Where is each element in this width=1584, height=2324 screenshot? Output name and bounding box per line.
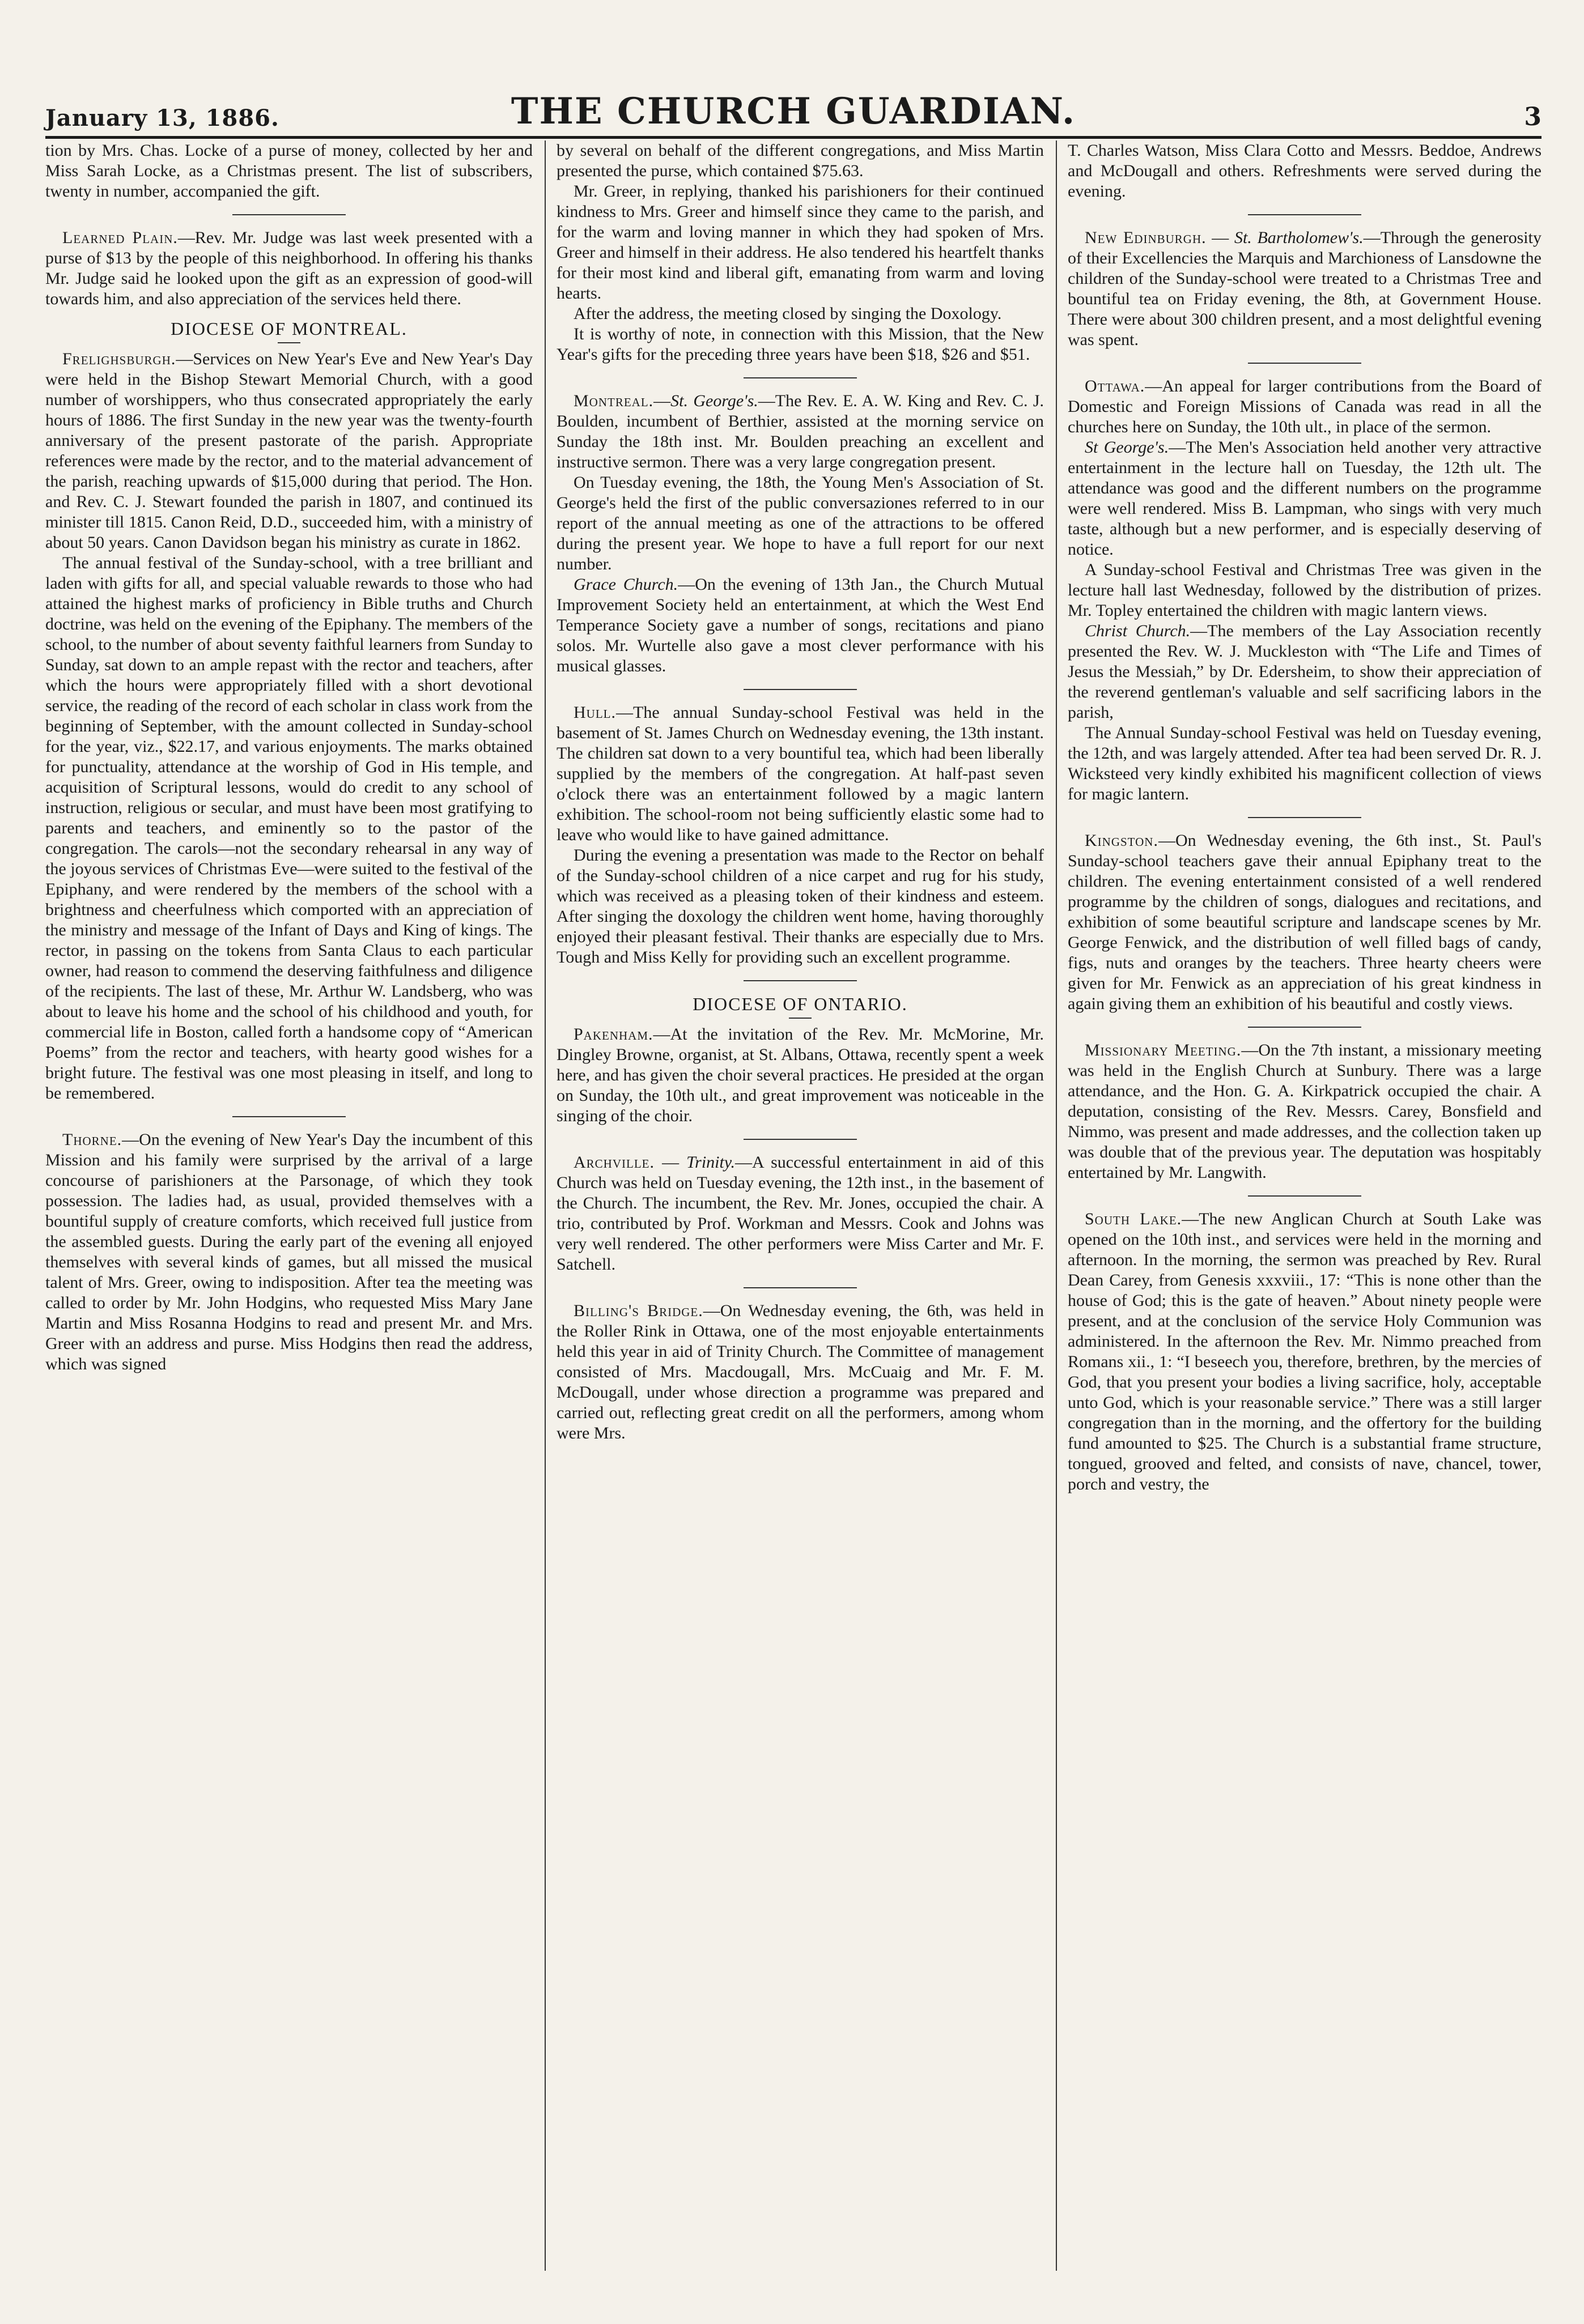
article-separator (744, 980, 857, 981)
article-text: —The new Anglican Church at South Lake was opened on the 10th inst., and services were held in the morning and afternoon. In the morning, the sermon was preached by Rev. Rural Dean Carey, from Genesis xxxviii., 17: “This is none other than the house of God; this is the gate of heaven.” About ninety people were present, and at the conclusion of the service Holy Communion was administered. In the afternoon the Rev. Mr. Nimmo preached from Romans xii., 1: “I beseech you, therefore, brethren, by the mercies of God, that you present your bodies a living sacrifice, holy, acceptable unto God, which is your reasonable service.” There was a still larger congregation than in the morning, and the offertory for the building fund amounted to $25. The Church is a substantial frame structure, tongued, grooved and felted, and consists of nave, chancel, tower, porch and vestry, the (1068, 1210, 1541, 1493)
article-text: by several on behalf of the different congregations, and Miss Martin presented the purse, which contained $75.63. (557, 141, 1044, 180)
article-text: A Sunday-school Festival and Christmas Tree was given in the lecture hall last Wednesday, followed by the distribution of prizes. Mr. Topley entertained the children with magic lantern views. (1068, 560, 1541, 620)
article-text: The annual festival of the Sunday-school, with a tree brilliant and laden with gifts for all, and special valuable rewards to those who had attained the highest marks of proficiency in Bible truths and Church doctrine, was held on the evening of the Epiphany. The members of the school, to the number of about seventy faithful learners from Sunday to Sunday, sat down to an ample repast with the rector and teachers, after which the hours were appropriately filled with a short devotional service, the reading of the record of each scholar in class work from the beginning of September, with the amount collected in Sunday-school for the year, viz., $22.17, and various enjoyments. The marks obtained for punctuality, attendance at the worship of God in His temple, and acquisition of Scriptural lessons, would do credit to any school of instruction, religious or secular, and must have been most gratifying to parents and teachers, and eminently so to the pastor of the congregation. The carols—not the secondary rehearsal in any way of the joyous services of Christmas Eve—were suited to the festival of the Epiphany, and were rendered by the members of the school with a brightness and cheerfulness which comported with an appreciation of the ministry and message of the Infant of Days and King of kings. The rector, in passing on the tokens from Santa Claus to each particular owner, had reason to commend the deserving faithfulness and diligence of the recipients. The last of these, Mr. Arthur W. Landsberg, who was about to leave his home and the school of his childhood and youth, for commercial life in Boston, called forth a handsome copy of “American Poems” from the rector and teachers, with hearty good wishes for a bright future. The festival was one most pleasing in itself, and long to be remembered. (45, 554, 533, 1103)
article-text: —Through the generosity of their Excellencies the Marquis and Marchioness of Lansdowne the children of the Sunday-school were treated to a Christmas Tree and bountiful tea on Friday evening, the 8th, at Government House. There were about 300 children present, and a most delightful evening was spent. (1068, 228, 1541, 349)
article-separator (744, 377, 857, 378)
article-text: tion by Mrs. Chas. Locke of a purse of money, collected by her and Miss Sarah Locke, as a Christmas present. The list of subscribers, twenty in number, accompanied the gift. (45, 141, 533, 201)
place-heading: Pakenham. (574, 1025, 653, 1044)
article-separator (1248, 214, 1361, 215)
article-text: —On the evening of New Year's Day the incumbent of this Mission and his family were surprised by the arrival of a large concourse of parishioners at the Parsonage, of which they took possession. The ladies had, as usual, provided themselves with a bountiful supply of creature comforts, which received full justice from the assembled guests. During the early part of the evening all enjoyed themselves with several kinds of games, but all missed the musical talent of Mrs. Greer, owing to indisposition. After tea the meeting was called to order by Mr. John Hodgins, who requested Miss Mary Jane Martin and Miss Rosanna Hodgins to read and present Mr. and Mrs. Greer with an address and purse. Miss Hodgins then read the address, which was signed (45, 1130, 533, 1373)
article-text: The Annual Sunday-school Festival was held on Tuesday evening, the 12th, and was largely attended. After tea had been served Dr. R. J. Wicksteed very kindly exhibited his magnificent collection of views for magic lantern. (1068, 723, 1541, 803)
article-christ-church (1068, 621, 1541, 723)
column-rule-1 (545, 141, 546, 2271)
article-separator (232, 214, 346, 215)
place-heading: Ottawa. (1085, 377, 1145, 395)
article-thorne (45, 1130, 533, 1374)
church-name: St. George's. (670, 391, 758, 410)
article-text: —The Men's Association held another very attractive entertainment in the lecture hall on Tuesday, the 12th ult. The attendance was good and the different numbers on the programme were well rendered. Miss B. Lampman, who sings with very much taste, although but a new performer, and is especially deserving of notice. (1068, 438, 1541, 559)
article-grace-church (557, 574, 1044, 676)
article-text: —At the invitation of the Rev. Mr. McMorine, Mr. Dingley Browne, organist, at St. Albans, Ottawa, recently spent a week here, and has given the choir several practices. He presided at the organ on Sunday, the 10th ult., and great improvement was noticeable in the singing of the choir. (557, 1025, 1044, 1125)
article-learned-plain (45, 228, 533, 309)
article-text: —The members of the Lay Association recently presented the Rev. W. J. Muckleston with “The Life and Times of Jesus the Messiah,” by Dr. Edersheim, to show their appreciation of the reverend gentleman's valuable and self sacrificing labors in the parish, (1068, 622, 1541, 722)
church-name: Christ Church. (1085, 622, 1191, 640)
article-separator (744, 1287, 857, 1288)
article-text: During the evening a presentation was made to the Rector on behalf of the Sunday-school children of a nice carpet and rug for his study, which was received as a pleasing token of their kindness and esteem. After singing the doxology the children went home, having thoroughly enjoyed their pleasant festival. Their thanks are especially due to Mrs. Tough and Miss Kelly for providing such an excellent programme. (557, 846, 1044, 967)
place-heading: Thorne. (62, 1130, 122, 1149)
article-separator (1248, 1027, 1361, 1028)
article-separator (1248, 363, 1361, 364)
article-ottawa (1068, 376, 1541, 437)
place-heading: Archville. (574, 1153, 655, 1172)
place-heading: Billing's Bridge. (574, 1301, 703, 1320)
article-text: —On Wednesday evening, the 6th inst., St. Paul's Sunday-school teachers gave their annual Epiphany treat to the children. The evening entertainment consisted of a well rendered programme by the children of songs, dialogues and recitations, and exhibition of some beautiful scripture and landscape scenes by Mr. George Fenwick, and the distribution of well filled bags of candy, figs, nuts and oranges by the teachers. Three hearty cheers were given for Mr. Fenwick as an appreciation of his great kindness in again giving them an exhibition of his beautiful and costly views. (1068, 831, 1541, 1013)
paper-title: THE CHURCH GUARDIAN. (511, 90, 1076, 133)
article-separator (1248, 817, 1361, 818)
article-text: —Rev. Mr. Judge was last week presented with a purse of $13 by the people of this neighborhood. In offering his thanks Mr. Judge said he looked upon the gift as an expression of good-will towards him, and also appreciation of the services held there. (45, 228, 533, 308)
article-pakenham (557, 1024, 1044, 1126)
place-heading: Kingston. (1085, 831, 1158, 850)
article-billings-bridge (557, 1301, 1044, 1444)
column-2 (557, 141, 1044, 2271)
article-text: —An appeal for larger contributions from the Board of Domestic and Foreign Missions of Canada was read in all the churches here on Sunday, the 10th ult., in place of the sermon. (1068, 377, 1541, 436)
church-name: St George's. (1085, 438, 1169, 457)
place-heading: Montreal. (574, 391, 654, 410)
place-heading: Hull. (574, 703, 616, 722)
article-separator (1248, 1195, 1361, 1197)
article-text: After the address, the meeting closed by singing the Doxology. (574, 304, 1002, 323)
section-heading: DIOCESE OF ONTARIO. (693, 994, 908, 1014)
place-heading: South Lake. (1085, 1210, 1182, 1228)
column-1 (45, 141, 533, 2271)
article-text: —Services on New Year's Eve and New Year's Day were held in the Bishop Stewart Memorial Church, with a good number of worshippers, who thus consecrated appropriately the early hours of 1886. The first Sunday in the new year was the twenty-fourth anniversary of the present pastorate of the parish. Appropriate references were made by the rector, and to the material advancement of the parish, reaching upwards of $15,000 during that period. The Hon. and Rev. C. J. Stewart founded the parish in 1807, and continued its minister till 1815. Canon Reid, D.D., succeeded him, with a ministry of about 50 years. Canon Davidson began his ministry as curate in 1862. (45, 350, 533, 552)
article-frelighsburgh (45, 349, 533, 553)
article-montreal: Montreal.—St. George's.—The Rev. E. A. W. King and Rev. C. J. Boulden, incumbent of Berthier, assisted at the morning service on Sunday the 18th inst. Mr. Boulden preaching an excellent and instructive sermon. There was a very large congregation present. (557, 391, 1044, 471)
place-heading: Missionary Meeting. (1085, 1041, 1242, 1059)
place-heading: Learned Plain. (62, 228, 178, 247)
article-text: —The annual Sunday-school Festival was held in the basement of St. James Church on Wednesday evening, the 13th instant. The children sat down to a very bountiful tea, which had been liberally supplied by the members of the congregation. At half-past seven o'clock there was an entertainment followed by a magic lantern exhibition. The school-room not being sufficiently elastic some had to leave who would like to have gained admittance. (557, 703, 1044, 844)
article-kingston (1068, 831, 1541, 1014)
article-text: —On the 7th instant, a missionary meeting was held in the English Church at Sunbury. There was a large attendance, and the Hon. G. A. Kirkpatrick occupied the chair. A deputation, consisting of the Rev. Messrs. Carey, Bonsfield and Nimmo, was present and made addresses, and the collection taken up was double that of the previous year. The deputation was hospitably entertained by Mr. Langwith. (1068, 1041, 1541, 1182)
church-name: Grace Church. (574, 575, 678, 594)
place-heading: Frelighsburgh. (62, 350, 176, 368)
article-separator (232, 1116, 346, 1117)
place-heading: New Edinburgh. (1085, 228, 1207, 247)
article-text: On Tuesday evening, the 18th, the Young Men's Association of St. George's held the first of the public conversaziones referred to in our report of the annual meeting as one of the attractions to be offered during the present year. We hope to have a full report for our next number. (557, 473, 1044, 573)
issue-date: January 13, 1886. (45, 105, 279, 131)
column-rule-2 (1056, 141, 1057, 2271)
article-text: It is worthy of note, in connection with this Mission, that the New Year's gifts for the preceding three years have been $18, $26 and $51. (557, 325, 1044, 364)
article-text: —On Wednesday evening, the 6th, was held in the Roller Rink in Ottawa, one of the most enjoyable entertainments held this year in aid of Trinity Church. The Committee of management consisted of Mrs. Macdougall, Mrs. McCuaig and Mr. F. M. McDougall, under whose direction a programme was prepared and carried out, reflecting great credit on all the performers, among whom were Mrs. (557, 1301, 1044, 1442)
section-heading: DIOCESE OF MONTREAL. (171, 318, 407, 339)
article-missionary-meeting (1068, 1040, 1541, 1183)
article-text: —On the evening of 13th Jan., the Church Mutual Improvement Society held an entertainment, at which the West End Temperance Society gave a number of songs, recitations and piano solos. Mr. Wurtelle also gave a most clever performance with his musical glasses. (557, 575, 1044, 675)
article-new-edinburgh: New Edinburgh. — St. Bartholomew's.—Through the generosity of their Excellencies the Marquis and Marchioness of Lansdowne the children of the Sunday-school were treated to a Christmas Tree and bountiful tea on Friday evening, the 8th, at Government House. There were about 300 children present, and a most delightful evening was spent. (1068, 228, 1541, 349)
article-archville: Archville. — Trinity.—A successful entertainment in aid of this Church was held on Tuesday evening, the 12th inst., in the basement of the Church. The incumbent, the Rev. Mr. Jones, occupied the chair. A trio, contributed by Prof. Workman and Messrs. Cook and Johns was very well rendered. The other performers were Miss Carter and Mr. F. Satchell. (557, 1153, 1044, 1274)
article-text: —The Rev. E. A. W. King and Rev. C. J. Boulden, incumbent of Berthier, assisted at the morning service on Sunday the 18th inst. Mr. Boulden preaching an excellent and instructive sermon. There was a very large congregation present. (557, 391, 1044, 471)
page-number: 3 (1524, 103, 1541, 131)
article-separator (744, 689, 857, 690)
heading-rule (789, 1018, 812, 1019)
article-text: —A successful entertainment in aid of this Church was held on Tuesday evening, the 12th inst., in the basement of the Church. The incumbent, the Rev. Mr. Jones, occupied the chair. A trio, contributed by Prof. Workman and Messrs. Cook and Johns was very well rendered. The other performers were Miss Carter and Mr. F. Satchell. (557, 1153, 1044, 1274)
church-name: Trinity. (686, 1153, 736, 1172)
article-text: Mr. Greer, in replying, thanked his parishioners for their continued kindness to Mrs. Greer and himself since they came to the parish, and for the warm and loving manner in which they had spoken of Mrs. Greer and himself in their address. He also tendered his heartfelt thanks for their most kind and liberal gift, emanating from warm and loving hearts. (557, 182, 1044, 303)
article-text: T. Charles Watson, Miss Clara Cotto and Messrs. Beddoe, Andrews and McDougall and others. Refreshments were served during the evening. (1068, 141, 1541, 201)
article-hull (557, 703, 1044, 845)
article-separator (744, 1139, 857, 1140)
column-3 (1068, 141, 1541, 2271)
masthead (45, 85, 1541, 139)
church-name: St. Bartholomew's. (1234, 228, 1364, 247)
article-south-lake (1068, 1209, 1541, 1495)
heading-rule (278, 342, 300, 343)
article-st-georges (1068, 437, 1541, 560)
